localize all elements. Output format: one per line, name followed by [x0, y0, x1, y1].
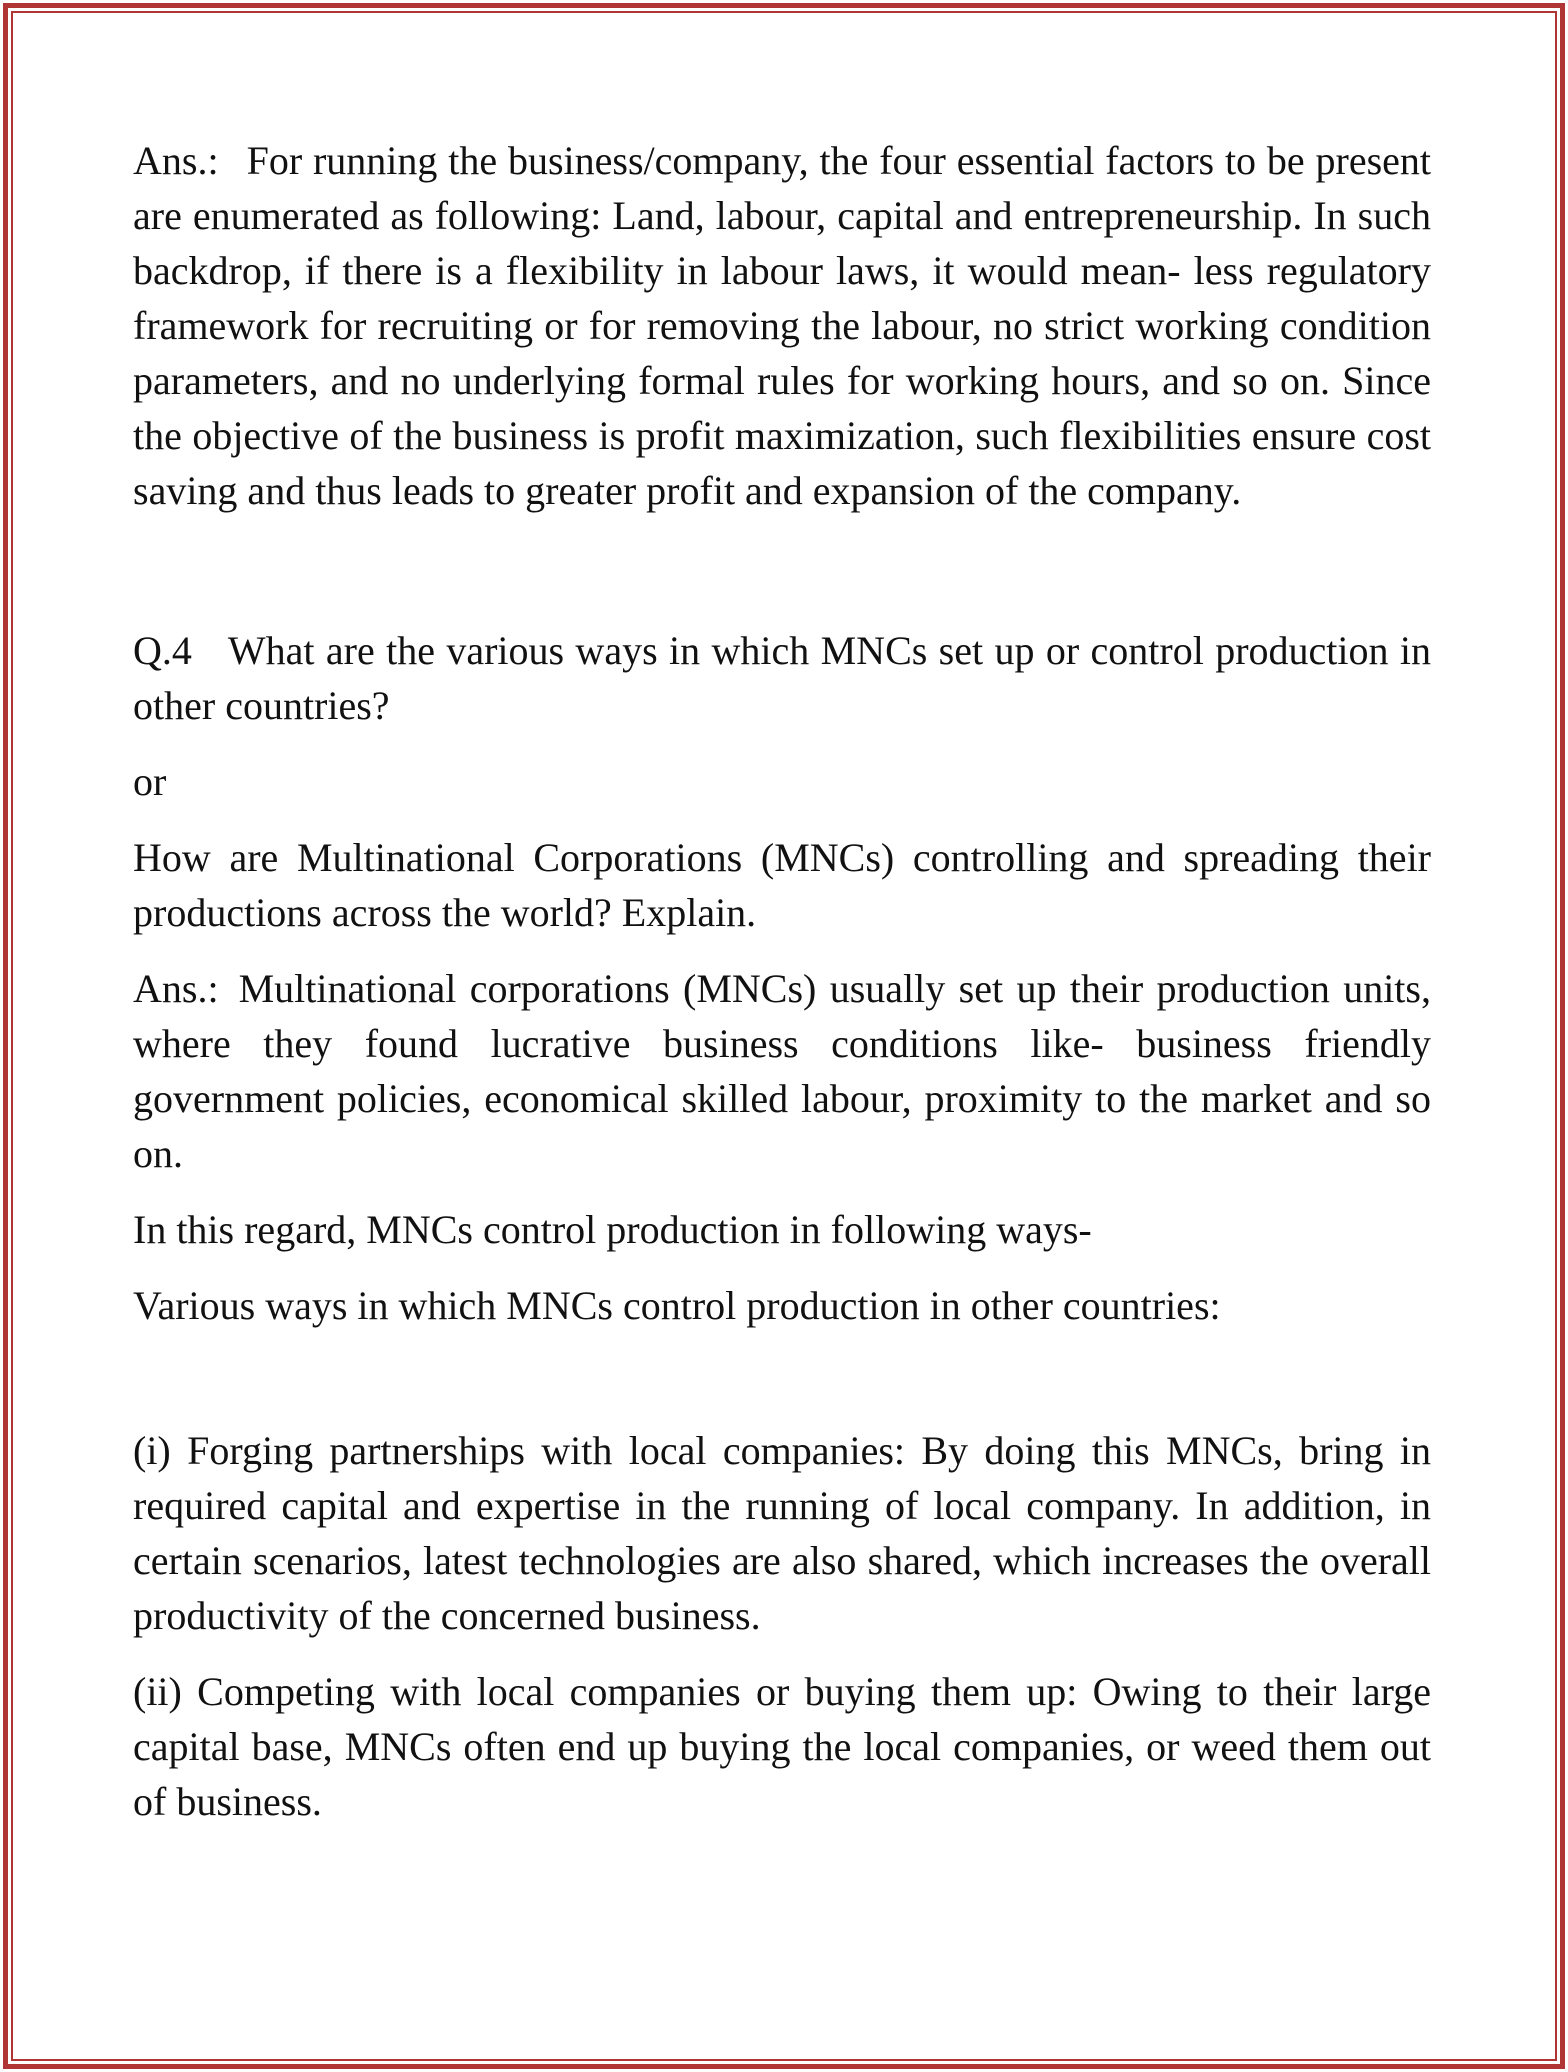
point-1: (i) Forging partnerships with local companies: By doing this MNCs, bring in required capital and expertise in the running of local company. In addition, in certain scenarios, latest technologies are also shared, which increases the overall productivity of the concerned business. — [133, 1428, 1431, 1638]
various-ways-paragraph: Various ways in which MNCs control production in other countries: — [133, 1283, 1221, 1328]
alternate-question: How are Multinational Corporations (MNCs) controlling and spreading their productions across the world? Explain. — [133, 835, 1431, 935]
or-separator: or — [133, 759, 167, 804]
answer-paragraph-1 — [133, 133, 1431, 518]
regard-paragraph: In this regard, MNCs control production in following ways- — [133, 1207, 1092, 1252]
answer-text: Multinational corporations (MNCs) usually set up their production units, where they found lucrative business conditions like- business friendly government policies, economical skilled labour, proximity to the market and so on. — [133, 966, 1431, 1176]
answer-label: Ans.: — [133, 966, 219, 1011]
answer-text: For running the business/company, the four essential factors to be present are enumerated as following: Land, labour, capital and entrepreneurship. In such backdrop, if there is a flexibility in labour laws, it would mean- less regulatory framework for recruiting or for removing the labour, no strict working condition parameters, and no underlying formal rules for working hours, and so on. Since the objective of the business is profit maximization, such flexibilities ensure cost saving and thus leads to greater profit and expansion of the company. — [133, 138, 1431, 513]
point-2: (ii) Competing with local companies or buying them up: Owing to their large capital base, MNCs often end up buying the local companies, or weed them out of business. — [133, 1669, 1431, 1824]
question-text: What are the various ways in which MNCs set up or control production in other countries? — [133, 628, 1431, 728]
question-4 — [133, 623, 1431, 733]
answer-paragraph-2 — [133, 961, 1431, 1181]
question-label: Q.4 — [133, 628, 192, 673]
document-body — [133, 133, 1431, 1829]
answer-label: Ans.: — [133, 138, 219, 183]
